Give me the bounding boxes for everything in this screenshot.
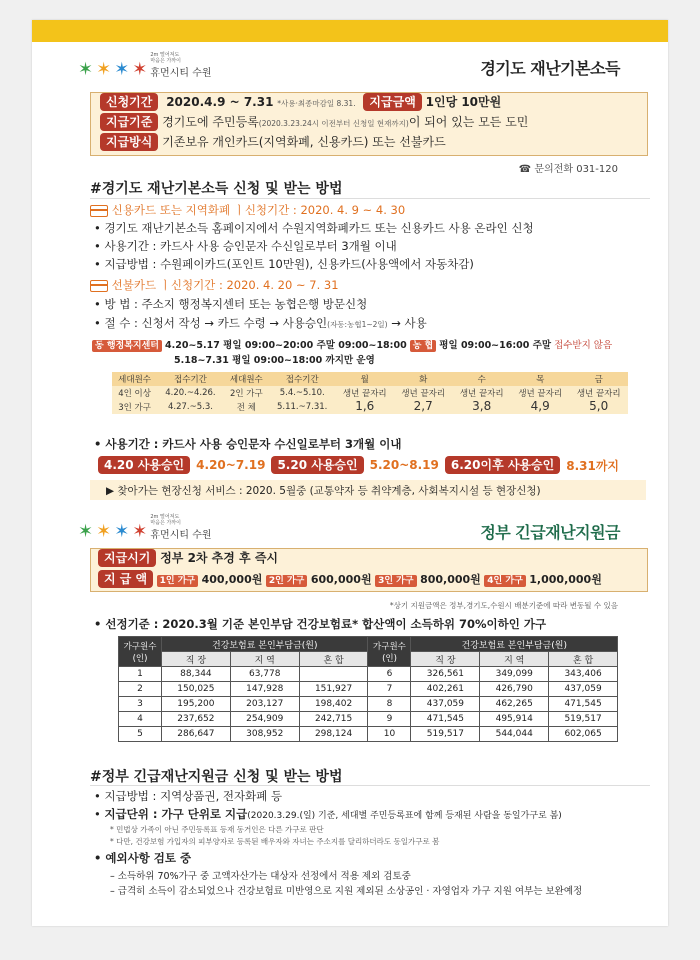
label-badge: 지급기준 <box>100 113 158 131</box>
table-header: 금 <box>594 375 603 385</box>
label-badge: 지급금액 <box>363 93 421 111</box>
credit-card-icon <box>90 205 108 217</box>
person-icon: ✶ <box>96 521 112 542</box>
credit-card-title <box>90 202 405 219</box>
section-title: 정부 긴급재난지원금 <box>480 523 620 542</box>
center-hours: 동 행정복지센터 4.20~5.17 평일 09:00~20:00 주말 09:00~18:00 농 협 평일 09:00~16:00 주말 접수받지 않음 <box>92 337 612 352</box>
logo-text: 마음은 가까이 <box>150 58 181 64</box>
person-icon: ✶ <box>114 521 130 542</box>
criteria-value: 경기도에 주민등록 <box>162 115 259 129</box>
logo-text: 2m 떨어져도 <box>150 514 180 520</box>
prepaid-card-icon <box>90 280 108 292</box>
credit-period: ㅣ신청기간 : 2020. 4. 9 ~ 4. 30 <box>233 203 406 217</box>
list-item: • 예외사항 검토 중 <box>94 851 192 865</box>
table-header: 접수기간 <box>285 375 319 385</box>
center-badge: 동 행정복지센터 <box>92 340 162 352</box>
stage-badge: 6.20이후 사용승인 <box>445 456 560 474</box>
apply-period-value: 2020.4.9 ~ 7.31 <box>166 95 274 109</box>
list-item: • 사용기간 : 카드사 사용 승인문자 수신일로부터 3개월 이내 <box>94 239 397 253</box>
suwon-logo <box>78 52 212 79</box>
criteria-line: • 선정기준 : 2020.3월 기준 본인부담 건강보험료* 합산액이 소득하위 70%이하인 가구 <box>94 617 547 631</box>
method-row <box>100 133 446 152</box>
visit-service: ▶ 찾아가는 현장신청 서비스 : 2020. 5월중 (교통약자 등 취약계층, 사회복지시설 등 현장신청) <box>106 485 541 497</box>
stage-badge: 4.20 사용승인 <box>98 456 190 474</box>
logo-name: 휴먼시티 수원 <box>150 530 212 541</box>
table-header: 세대원수 <box>229 375 263 385</box>
premium-table: 가구원수 (인) 건강보험료 본인부담금(원) 가구원수 (인) 건강보험료 본인부담금(원) 직 장 지 역 혼 합 직 장 지 역 혼 합 1 88,344 63,778 6 326,561 349,099 343,406 2 150,025 147,928 151,927 7 402,261 426,790 437,059 3 195,200 203,127 198,402 8 437,059 462,265 471,545 4 237,652 254,909 242,715 9 471,545 495,914 519,517 5 286,647 308,952 298,124 10 519,517 544,044 602,065 <box>118 636 618 742</box>
person-icon: ✶ <box>96 59 112 80</box>
note: * 다만, 건강보험 가입자의 피부양자로 등록된 배우자와 자녀는 주소지를 달리하더라도 동일가구로 봄 <box>110 837 440 846</box>
person-icon: ✶ <box>132 521 148 542</box>
note: *사용·최종마감일 8.31. <box>277 99 356 108</box>
amount-row: 지 급 액 1인 가구 400,000원 2인 가구 600,000원 3인 가구 800,000원 4인 가구 1,000,000원 <box>98 570 602 589</box>
table-header: 가구원수 (인) <box>368 637 411 667</box>
table-header: 목 <box>536 375 545 385</box>
divider <box>90 198 650 199</box>
credit-title: 신용카드 또는 지역화폐 <box>111 203 231 217</box>
list-item: • 지급방법 : 수원페이카드(포인트 10만원), 신용카드(사용액에서 자동차감) <box>94 257 474 271</box>
list-item: • 경기도 재난기본소득 홈페이지에서 수원지역화폐카드 또는 신용카드 사용 온라인 신청 <box>94 221 534 235</box>
stage-badge: 5.20 사용승인 <box>271 456 363 474</box>
list-item: • 지급방법 : 지역상품권, 전자화폐 등 <box>94 789 283 803</box>
prepaid-title: 선불카드 <box>111 278 157 292</box>
criteria-row <box>100 113 528 133</box>
note: * 민법상 가족이 아닌 주민등록표 등재 동거인은 다른 가구로 판단 <box>110 825 324 834</box>
top-color-bar <box>32 20 668 42</box>
table-row: 2 150,025 147,928 151,927 7 402,261 426,790 437,059 <box>119 682 618 697</box>
nh-badge: 농 협 <box>410 340 437 352</box>
list-item: • 방 법 : 주소지 행정복지센터 또는 농협은행 방문신청 <box>94 297 368 311</box>
person-icon: ✶ <box>132 59 148 80</box>
prepaid-card-title <box>90 277 339 294</box>
amount-value: 1인당 10만원 <box>425 95 502 109</box>
table-row: 1 88,344 63,778 6 326,561 349,099 343,406 <box>119 667 618 682</box>
howto-title: #정부 긴급재난지원금 신청 및 받는 방법 <box>90 769 343 785</box>
label-badge: 신청기간 <box>100 93 158 111</box>
table-header: 건강보험료 본인부담금(원) <box>411 637 618 652</box>
table-header: 접수기간 <box>174 375 207 385</box>
note: (2020.3.23.24시 이전부터 신청일 현재까지) <box>258 119 409 128</box>
section-title: 경기도 재난기본소득 <box>480 59 620 78</box>
label-badge: 지 급 액 <box>98 570 153 588</box>
logo-text: 2m 떨어져도 <box>150 52 180 58</box>
table-header: 수 <box>477 375 486 385</box>
flyer-page <box>32 20 668 926</box>
birth-year-table <box>112 372 628 414</box>
prepaid-period: ㅣ신청기간 : 2020. 4. 20 ~ 7. 31 <box>159 278 339 292</box>
table-row: 4 237,652 254,909 242,715 9 471,545 495,914 519,517 <box>119 712 618 727</box>
usage-stages: 4.20 사용승인 4.20~7.19 5.20 사용승인 5.20~8.19 6.20이후 사용승인 8.31까지 <box>98 456 619 474</box>
table-row: 5 286,647 308,952 298,124 10 519,517 544,044 602,065 <box>119 727 618 742</box>
table-row: 3인 가구 4.27.~5.3. 전 체 5.11.~7.31. <box>118 402 328 413</box>
suwon-logo <box>78 514 212 541</box>
method-value: 기존보유 개인카드(지역화폐, 신용카드) 또는 선불카드 <box>162 135 446 149</box>
criteria-value: 이 되어 있는 모든 도민 <box>408 115 529 129</box>
divider <box>90 785 650 786</box>
table-header: 건강보험료 본인부담금(원) <box>162 637 368 652</box>
timing-row <box>98 549 278 568</box>
person-icon: ✶ <box>78 521 94 542</box>
logo-name: 휴먼시티 수원 <box>150 68 212 79</box>
list-item: • 사용기간 : 카드사 사용 승인문자 수신일로부터 3개월 이내 <box>94 437 402 451</box>
person-icon: ✶ <box>114 59 130 80</box>
table-row: 4인 이상 4.20.~4.26. 2인 가구 5.4.~5.10. 생년 끝자리 1,6 생년 끝자리 2,7 생년 끝자리 3,8 생년 끝자리 4,9 생년 끝자리 5,0 <box>118 388 621 413</box>
table-header: 세대원수 <box>118 375 151 385</box>
list-item: • 절 수 : 신청서 작성 → 카드 수령 → 사용승인(자동:농협1~2일) → 사용 <box>94 316 427 330</box>
label-badge: 지급방식 <box>100 133 158 151</box>
apply-period-row <box>100 93 501 113</box>
footnote: *상기 지원금액은 정부,경기도,수원시 배분기준에 따라 변동될 수 있음 <box>389 601 618 610</box>
logo-text: 마음은 가까이 <box>150 520 181 526</box>
howto-title: #경기도 재난기본소득 신청 및 받는 방법 <box>90 181 343 197</box>
exception-item: – 급격히 소득이 감소되었으나 건강보험료 미반영으로 지원 제외된 소상공인 · 자영업자 가구 지원 여부는 보완예정 <box>110 886 583 897</box>
table-row: 3 195,200 203,127 198,402 8 437,059 462,265 471,545 <box>119 697 618 712</box>
table-header: 가구원수 (인) <box>119 637 162 667</box>
center-hours-2: 5.18~7.31 평일 09:00~18:00 까지만 운영 <box>174 355 375 366</box>
table-header: 화 <box>419 375 428 385</box>
phone-contact: ☎ 문의전화 031-120 <box>518 164 618 175</box>
table-header: 월 <box>360 375 369 385</box>
person-icon: ✶ <box>78 59 94 80</box>
timing-value: 정부 2차 추경 후 즉시 <box>160 551 279 565</box>
label-badge: 지급시기 <box>98 549 156 567</box>
exception-item: – 소득하위 70%가구 중 고액자산가는 대상자 선정에서 적용 제외 검토중 <box>110 871 411 882</box>
list-item: • 지급단위 : 가구 단위로 지급(2020.3.29.(일) 기준, 세대별 주민등록표에 함께 등재된 사람을 동일가구로 봄) <box>94 807 562 821</box>
